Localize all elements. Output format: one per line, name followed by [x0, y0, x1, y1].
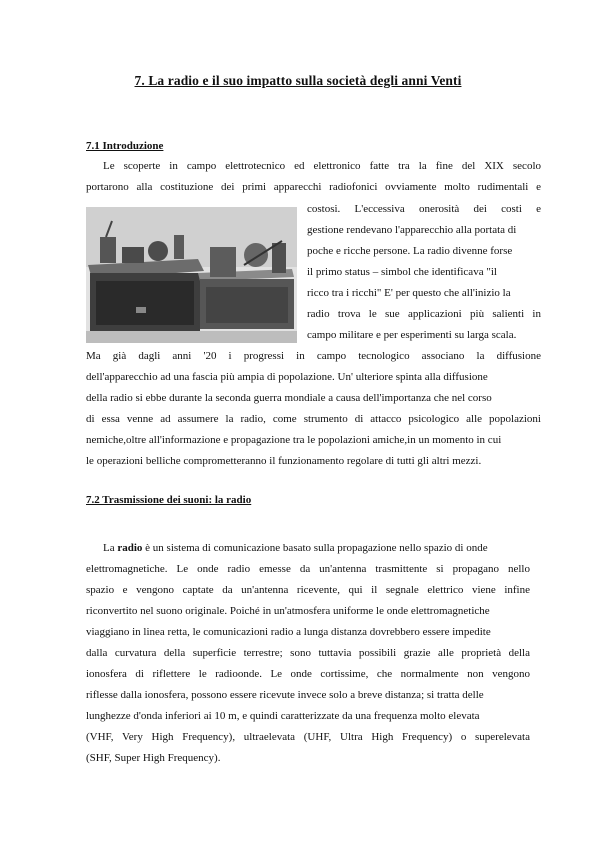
- paragraph-line: (VHF, Very High Frequency), ultraelevata (UHF, Ultra High Frequency) o superelevata: [86, 731, 530, 743]
- bold-term-radio: radio: [117, 542, 143, 554]
- text-segment: è un sistema di comunicazione basato sulla propagazione nello spazio di onde: [142, 542, 488, 554]
- paragraph-line: ricco tra i ricchi" E' per questo che all'inizio la: [307, 287, 511, 299]
- paragraph-line: nemiche,oltre all'informazione e propagazione tra le popolazioni amiche,in un momento in cui: [86, 434, 502, 446]
- paragraph-line: della radio si ebbe durante la seconda guerra mondiale a causa dell'importanza che nel corso: [86, 392, 492, 404]
- paragraph-line: le operazioni belliche comprometteranno il funzionamento regolare di tutti gli altri mezzi.: [86, 455, 482, 467]
- antique-radio-photo: [86, 207, 297, 343]
- page-title: 7. La radio e il suo impatto sulla società degli anni Venti: [134, 73, 462, 88]
- paragraph-line: gestione rendevano l'apparecchio alla portata di: [307, 224, 517, 236]
- paragraph-line: [86, 542, 530, 555]
- paragraph-line: riflesse dalla ionosfera, possono essere ricevute invece solo a breve distanza; si tratta delle: [86, 689, 484, 701]
- paragraph-line: elettromagnetiche. Le onde radio emesse da un'antenna trasmittente si propagano nello: [86, 563, 530, 575]
- paragraph-line: lunghezze d'onda inferiori ai 10 m, e quindi caratterizzate da una frequenza molto elevata: [86, 710, 480, 722]
- section-heading-introduzione: 7.1 Introduzione: [86, 140, 164, 152]
- paragraph-line: campo militare e per esperimenti su larga scala.: [307, 329, 517, 341]
- paragraph-line: costosi. L'eccessiva onerosità dei costi e: [307, 203, 541, 215]
- paragraph-line: riconvertito nel suono originale. Poiché in un'atmosfera uniforme le onde elettromagnetiche: [86, 605, 490, 617]
- paragraph-line: portarono alla costituzione dei primi apparecchi radiofonici ovviamente molto rudimentali e: [86, 181, 541, 193]
- paragraph-line: viaggiano in linea retta, le comunicazioni radio a lunga distanza dovrebbero essere impedite: [86, 626, 491, 638]
- section-heading-trasmissione: 7.2 Trasmissione dei suoni: la radio: [86, 494, 252, 506]
- paragraph-line: (SHF, Super High Frequency).: [86, 752, 221, 764]
- paragraph-line: Le scoperte in campo elettrotecnico ed elettronico fatte tra la fine del XIX secolo: [103, 160, 541, 172]
- paragraph-line: di essa venne ad assumere la radio, come strumento di attacco psicologico alle popolazioni: [86, 413, 541, 425]
- paragraph-line: dell'apparecchio ad una fascia più ampia di popolazione. Un' ulteriore spinta alla diffusione: [86, 371, 488, 383]
- paragraph-line: ionosfera di riflettere le radioonde. Le onde cortissime, che normalmente non vengono: [86, 668, 530, 680]
- paragraph-line: il primo status – simbol che identificava "il: [307, 266, 497, 278]
- text-segment: La: [103, 542, 118, 554]
- paragraph-line: spazio e vengono captate da un'antenna ricevente, qui il segnale elettrico viene infine: [86, 584, 530, 596]
- paragraph-line: radio trova le sue applicazioni più salienti in: [307, 308, 541, 320]
- paragraph-line: poche e ricche persone. La radio divenne forse: [307, 245, 513, 257]
- paragraph-line: dalla curvatura della superficie terrestre; sono tuttavia possibili grazie alle proprietà della: [86, 647, 530, 659]
- paragraph-line: Ma già dagli anni '20 i progressi in campo tecnologico associano la diffusione: [86, 350, 541, 362]
